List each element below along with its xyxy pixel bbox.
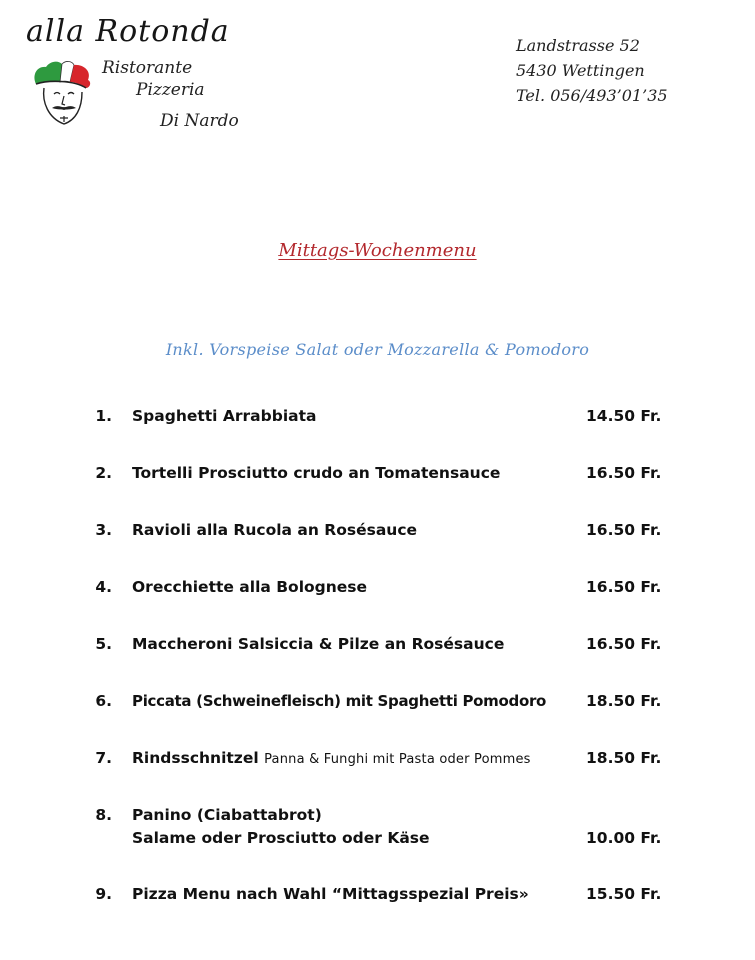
item-number: 6. — [95, 692, 112, 710]
item-name: Rindsschnitzel — [132, 749, 259, 767]
subtitle-pizzeria: Pizzeria — [136, 80, 205, 100]
item-name: Panino (Ciabattabrot) — [132, 806, 322, 824]
item-number: 2. — [95, 464, 112, 482]
item-name: Tortelli Prosciutto crudo an Tomatensauce — [132, 464, 501, 482]
menu-subheading: Inkl. Vorspeise Salat oder Mozzarella & Pomodoro — [165, 340, 590, 359]
item-price: 16.50 Fr. — [586, 521, 662, 539]
item-price: 18.50 Fr. — [586, 692, 662, 710]
item-price: 16.50 Fr. — [586, 635, 662, 653]
item-number: 5. — [95, 635, 112, 653]
restaurant-name: alla Rotonda — [26, 14, 230, 49]
item-extra: Panna & Funghi mit Pasta oder Pommes — [264, 752, 531, 767]
item-price: 16.50 Fr. — [586, 578, 662, 596]
item-number: 4. — [95, 578, 112, 596]
item-description: Salame oder Prosciutto oder Käse — [132, 829, 430, 847]
item-price: 15.50 Fr. — [586, 885, 662, 903]
address-phone: Tel. 056/493’01’35 — [516, 86, 668, 105]
subtitle-ristorante: Ristorante — [102, 58, 193, 78]
item-number: 9. — [95, 885, 112, 903]
menu-heading: Mittags-Wochenmenu — [278, 240, 477, 261]
item-name: Ravioli alla Rucola an Rosésauce — [132, 521, 418, 539]
item-price: 10.00 Fr. — [586, 829, 662, 847]
item-number: 1. — [95, 407, 112, 425]
item-price: 14.50 Fr. — [586, 407, 662, 425]
item-name: Piccata (Schweinefleisch) mit Spaghetti Pomodoro — [132, 692, 547, 710]
item-name-with-extra — [132, 747, 582, 771]
address-city: 5430 Wettingen — [516, 61, 645, 80]
item-number: 7. — [95, 749, 112, 767]
item-name: Maccheroni Salsiccia & Pilze an Rosésauce — [132, 635, 505, 653]
item-name: Spaghetti Arrabbiata — [132, 407, 317, 425]
item-name: Pizza Menu nach Wahl “Mittagsspezial Preis» — [132, 885, 529, 903]
address-street: Landstrasse 52 — [516, 36, 640, 55]
item-name-block — [132, 804, 582, 850]
item-price: 16.50 Fr. — [586, 464, 662, 482]
item-price: 18.50 Fr. — [586, 749, 662, 767]
item-number: 3. — [95, 521, 112, 539]
subtitle-owner: Di Nardo — [160, 111, 239, 131]
item-number: 8. — [95, 806, 112, 824]
item-name: Orecchiette alla Bolognese — [132, 578, 368, 596]
